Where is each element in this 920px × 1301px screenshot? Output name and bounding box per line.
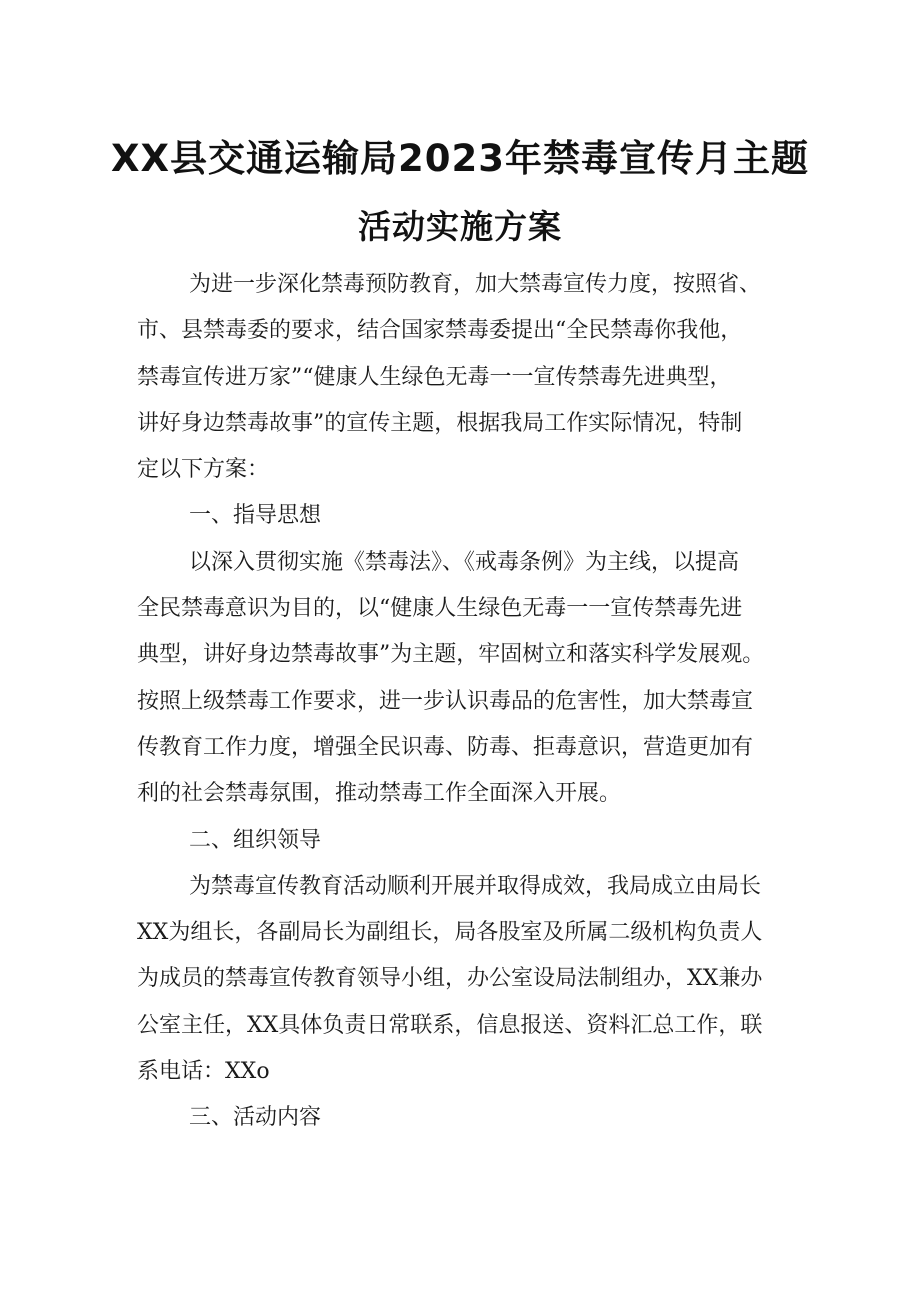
section-heading-guiding-thought: 一、指导思想	[189, 503, 322, 529]
body-line: XX为组长，各副局长为副组长，局各股室及所属二级机构负责人	[137, 920, 763, 946]
body-line: 典型，讲好身边禁毒故事”为主题，牢固树立和落实科学发展观。	[137, 642, 765, 668]
body-line: 利的社会禁毒氛围，推动禁毒工作全面深入开展。	[137, 781, 622, 807]
body-line: 以深入贯彻实施《禁毒法》、《戒毒条例》为主线，以提高	[189, 549, 740, 575]
section-heading-activities: 三、活动内容	[189, 1105, 322, 1131]
body-line: 传教育工作力度，增强全民识毒、防毒、拒毒意识，营造更加有	[137, 734, 754, 760]
document-body	[137, 262, 797, 1142]
body-line: 禁毒宣传进万家”“健康人生绿色无毒一一宣传禁毒先进典型，	[137, 364, 732, 390]
body-line: 按照上级禁毒工作要求，进一步认识毒品的危害性，加大禁毒宣	[137, 688, 754, 714]
body-line: 为进一步深化禁毒预防教育，加大禁毒宣传力度，按照省、	[189, 272, 762, 297]
body-line: 为成员的禁毒宣传教育领导小组，办公室设局法制组办，XX兼办	[137, 966, 763, 992]
section-heading-organization: 二、组织领导	[189, 827, 322, 853]
body-line: 全民禁毒意识为目的，以“健康人生绿色无毒一一宣传禁毒先进	[137, 596, 743, 622]
body-line: 公室主任，XX具体负责日常联系，信息报送、资料汇总工作，联	[137, 1012, 763, 1038]
body-line: 市、县禁毒委的要求，结合国家禁毒委提出“全民禁毒你我他，	[137, 318, 743, 344]
document-title-line-1: XX县交通运输局2023年禁毒宣传月主题	[110, 137, 810, 180]
body-line: 讲好身边禁毒故事”的宣传主题，根据我局工作实际情况，特制	[137, 410, 743, 436]
document-title-line-2: 活动实施方案	[358, 207, 562, 246]
body-line: 定以下方案：	[137, 457, 270, 483]
body-line: 为禁毒宣传教育活动顺利开展并取得成效，我局成立由局长	[189, 873, 762, 899]
body-line: 系电话：XXo	[137, 1059, 270, 1085]
